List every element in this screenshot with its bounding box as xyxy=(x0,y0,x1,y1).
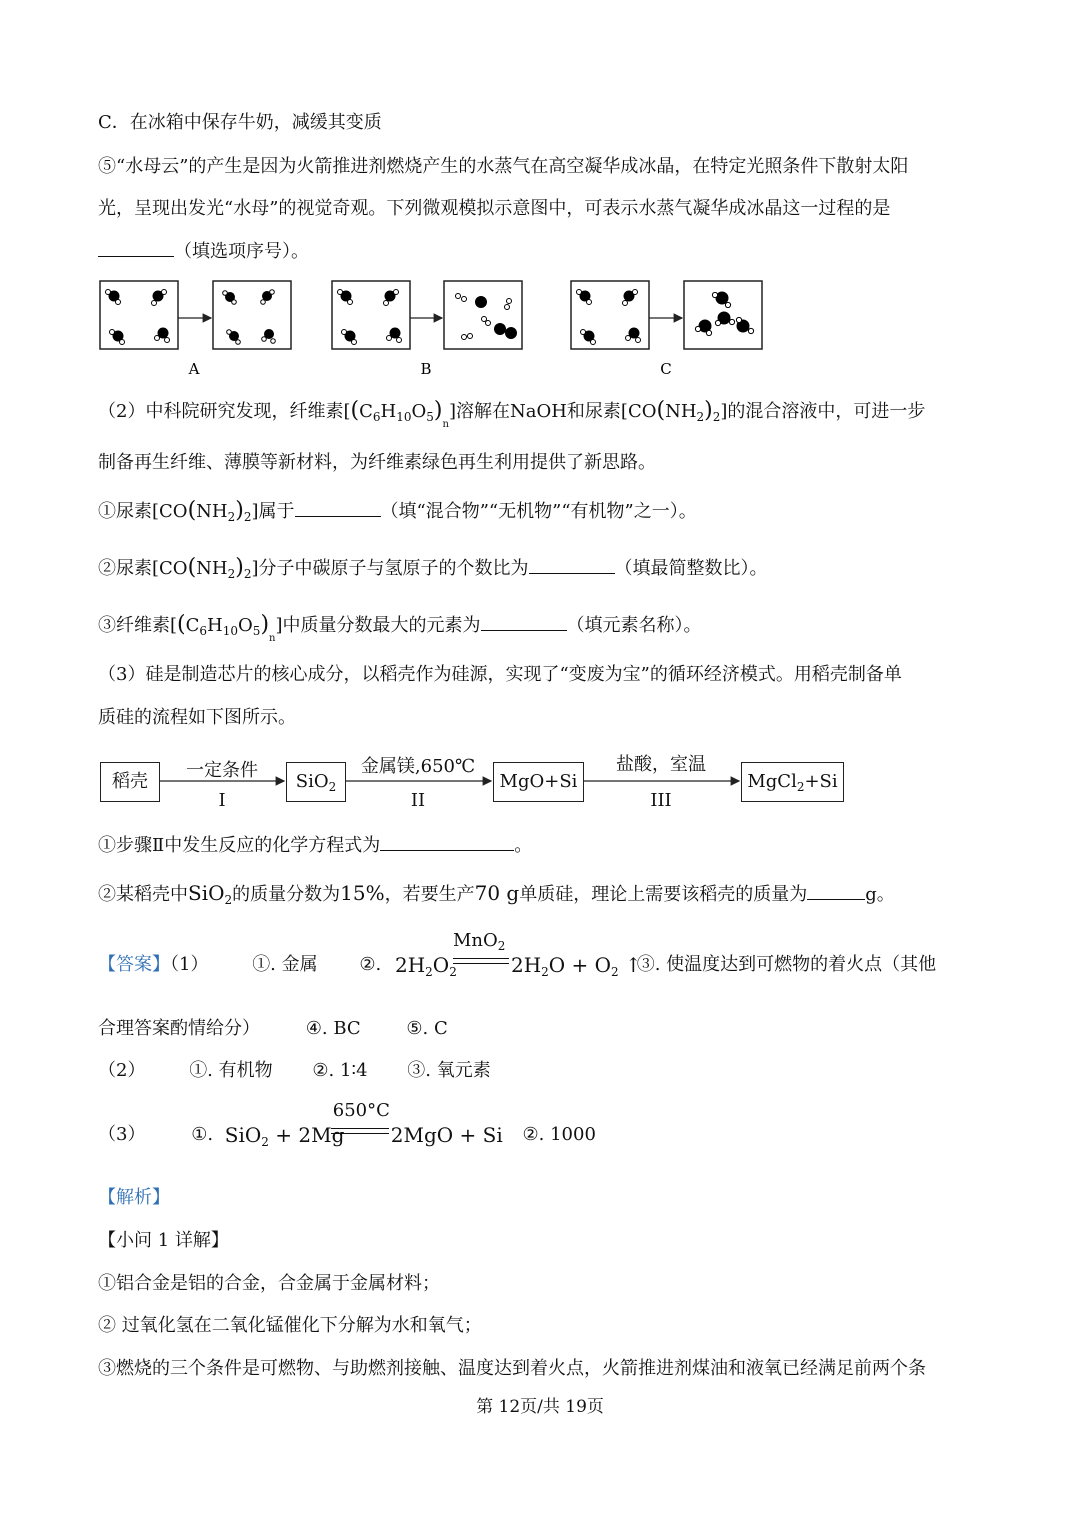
text: g。 xyxy=(865,884,895,905)
flow-box-rice-husk: 稻壳 xyxy=(100,762,160,802)
question-3-line1: （3）硅是制造芯片的核心成分，以稻壳作为硅源，实现了“变废为宝”的循环经济模式。用稻壳制备单 xyxy=(98,664,902,685)
text: （2） xyxy=(98,1060,146,1081)
text: MgCl xyxy=(747,771,797,792)
question-2-3: ③纤维素$[(C_6H_{10}O_5)_n]$中质量分数最大的元素为 （填元素名称）。 xyxy=(98,612,702,644)
answer-row-1 xyxy=(98,930,984,979)
page-footer: 第 12页/共 19页 xyxy=(476,1397,604,1417)
text: （1） xyxy=(170,954,209,975)
step2-label: II xyxy=(410,790,426,811)
step3-label: III xyxy=(650,790,672,811)
answer-blank[interactable] xyxy=(98,238,174,257)
text: 单质硅，理论上需要该稻壳的质量为 xyxy=(519,884,808,905)
answer-row-2 xyxy=(98,1016,984,1042)
step3-condition: 盐酸，室温 xyxy=(616,754,706,775)
naoh-formula: NaOH xyxy=(509,401,567,422)
answer-3-1: ①. xyxy=(191,1124,214,1145)
text: ]属于 xyxy=(251,501,295,522)
answer-1-1: ①. 金属 xyxy=(252,954,318,975)
answer-blank[interactable] xyxy=(529,555,615,574)
option-label-c: C xyxy=(660,360,672,378)
text: 合理答案酌情给分） xyxy=(98,1018,260,1039)
text: ①步骤Ⅱ中发生反应的化学方程式为 xyxy=(98,835,381,856)
answer-blank[interactable] xyxy=(807,881,865,900)
step1-condition: 一定条件 xyxy=(186,760,258,781)
text: +Si xyxy=(804,771,838,792)
molecular-diagram-options xyxy=(98,278,778,388)
question-2-2: ②尿素$[CO(NH_2)_2]$分子中碳原子与氢原子的个数比为 （填最简整数比）。 xyxy=(98,555,768,581)
molecular-diagram xyxy=(98,278,778,388)
text: SiO xyxy=(295,771,329,792)
question-5-line1: ⑤“水母云”的产生是因为火箭推进剂燃烧产生的水蒸气在高空凝华成冰晶，在特定光照条件下散射太阳 xyxy=(98,156,909,177)
step2-condition: 金属镁,650℃ xyxy=(360,756,476,777)
text: ]的混合溶液中，可进一步 xyxy=(720,401,926,422)
step1-label: I xyxy=(218,790,226,811)
catalyst-label: MnO$_2$ xyxy=(452,930,506,953)
answer-1-5: ⑤. C xyxy=(406,1018,448,1039)
answer-blank[interactable] xyxy=(380,832,514,851)
option-c-text: C．在冰箱中保存牛奶，减缓其变质 xyxy=(98,112,382,133)
answer-2-1: ①. 有机物 xyxy=(189,1060,273,1081)
question-5-line3 xyxy=(98,238,984,265)
temperature-label: 650°C xyxy=(332,1100,390,1121)
question-5-line2: 光，呈现出发光“水母”的视觉奇观。下列微观模拟示意图中，可表示水蒸气凝华成冰晶这一过程的是 xyxy=(98,198,891,219)
analysis-subheading: 【小问 1 详解】 xyxy=(98,1230,229,1251)
text: ①尿素[ xyxy=(98,501,160,522)
text: ②某稻壳中 xyxy=(98,884,188,905)
question-2-line1: （2）中科院研究发现，纤维素$[(C_6H_{10}O_5)_n]$溶解在NaOH和尿素$[CO(NH_2)_2]$的混合溶液中，可进一步 xyxy=(98,398,926,430)
text: MnO xyxy=(452,930,498,951)
question-2-line2: 制备再生纤维、薄膜等新材料，为纤维素绿色再生利用提供了新思路。 xyxy=(98,452,656,473)
text: ，若要生产 xyxy=(384,884,475,905)
analysis-p1: ①铝合金是铝的合金，合金属于金属材料； xyxy=(98,1273,440,1294)
answer-1-3: ③. 使温度达到可燃物的着火点（其他 xyxy=(636,954,937,975)
instruction-text: （填选项序号）。 xyxy=(174,241,309,262)
answer-3-2: ②. 1000 xyxy=(522,1124,596,1145)
percent-value: 15% xyxy=(340,881,385,905)
equation-sio2-mg: SiO$_2$ + 2Mg 650°C 2MgO + Si xyxy=(224,1100,503,1149)
question-3-line2: 质硅的流程如下图所示。 xyxy=(98,707,296,728)
answer-2-3: ③. 氧元素 xyxy=(407,1060,491,1081)
answer-2-2: ②. 1∶4 xyxy=(312,1060,368,1081)
silicon-flowchart xyxy=(98,748,858,818)
text: 的质量分数为 xyxy=(232,884,341,905)
flow-box-mgo-si: MgO+Si xyxy=(493,762,584,802)
text: ]分子中碳原子与氢原子的个数比为 xyxy=(251,558,529,579)
text: （填元素名称）。 xyxy=(566,615,702,636)
answer-blank[interactable] xyxy=(481,612,567,631)
option-label-a: A xyxy=(188,360,200,378)
answer-row-3 xyxy=(98,1058,984,1084)
mass-value: 70 g xyxy=(474,881,520,905)
text: ]溶解在 xyxy=(448,401,510,422)
question-3-2: ②某稻壳中SiO$_2$的质量分数为15%，若要生产70 g单质硅，理论上需要该稻壳的质量为 g。 xyxy=(98,881,895,907)
answer-1-4: ④. BC xyxy=(305,1018,361,1039)
option-label-b: B xyxy=(420,360,432,378)
text: ③纤维素[ xyxy=(98,615,178,636)
analysis-p2: ② 过氧化氢在二氧化锰催化下分解为水和氧气； xyxy=(98,1315,482,1336)
answer-blank[interactable] xyxy=(295,498,381,517)
answer-tag: 【答案】 xyxy=(98,954,170,975)
text: ②尿素[ xyxy=(98,558,160,579)
answer-row-4 xyxy=(98,1100,984,1149)
text: （填最简整数比）。 xyxy=(614,558,768,579)
text: （2）中科院研究发现，纤维素[ xyxy=(98,401,351,422)
text: 和尿素[ xyxy=(566,401,628,422)
question-3-1 xyxy=(98,832,984,859)
text: （填“混合物”“无机物”“有机物”之一）。 xyxy=(380,501,697,522)
text: 。 xyxy=(514,835,533,856)
analysis-p3: ③燃烧的三个条件是可燃物、与助燃剂接触、温度达到着火点，火箭推进剂煤油和液氧已经满足前两个条 xyxy=(98,1358,926,1379)
equation-h2o2: $2H_2O_2$ MnO$_2$ $2H_2O + O_2$ ↑ xyxy=(394,930,642,979)
answer-1-2: ②. xyxy=(359,954,382,975)
analysis-tag: 【解析】 xyxy=(98,1187,170,1208)
question-2-1: ①尿素$[CO(NH_2)_2]$属于 （填“混合物”“无机物”“有机物”之一）。 xyxy=(98,498,697,524)
flow-box-sio2: SiO$_2$ xyxy=(286,762,346,802)
text: （3） xyxy=(98,1124,146,1145)
flow-box-mgcl2-si: MgCl$_2$+Si xyxy=(741,762,844,802)
text: ]中质量分数最大的元素为 xyxy=(275,615,481,636)
